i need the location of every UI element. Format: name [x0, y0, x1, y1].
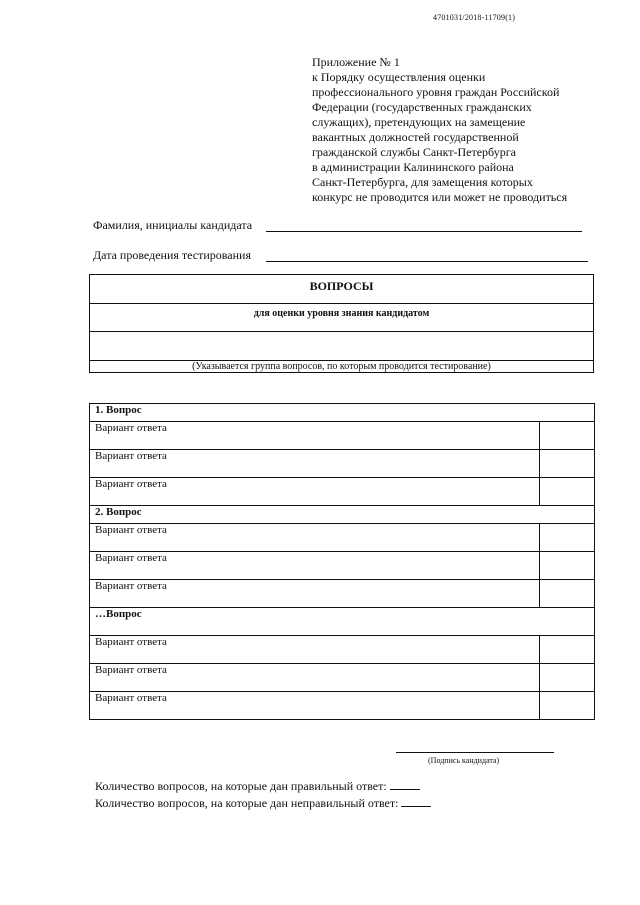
appendix-line: Санкт-Петербурга, для замещения которых [312, 175, 533, 189]
incorrect-count-field[interactable] [401, 795, 431, 807]
appendix-header [312, 55, 612, 205]
correct-count-field[interactable] [390, 778, 420, 790]
questions-subtitle: для оценки уровня знания кандидатом [253, 308, 430, 319]
divider [90, 303, 593, 304]
answer-checkbox[interactable] [540, 422, 595, 450]
question-row [90, 608, 595, 636]
answer-row [90, 692, 595, 720]
questions-group-note: (Указывается группа вопросов, по которым проводится тестирование) [192, 361, 491, 372]
name-field-label: Фамилия, инициалы кандидата [93, 218, 253, 232]
correct-count-label: Количество вопросов, на которые дан правильный ответ: [95, 779, 387, 793]
date-field-line[interactable] [266, 261, 588, 262]
document-number: 4701031/2018-11709(1) [433, 13, 516, 22]
answer-label: Вариант ответа [90, 552, 540, 580]
questions-header-box [89, 274, 594, 373]
question-row [90, 506, 595, 524]
answer-checkbox[interactable] [540, 524, 595, 552]
answer-row [90, 636, 595, 664]
answer-label: Вариант ответа [90, 478, 540, 506]
answer-checkbox[interactable] [540, 580, 595, 608]
answer-label: Вариант ответа [90, 664, 540, 692]
appendix-line: гражданской службы Санкт-Петербурга [312, 145, 516, 159]
appendix-line: в администрации Калининского района [312, 160, 514, 174]
answer-row [90, 552, 595, 580]
answer-row [90, 580, 595, 608]
name-field-line[interactable] [266, 231, 582, 232]
answer-checkbox[interactable] [540, 636, 595, 664]
answer-checkbox[interactable] [540, 450, 595, 478]
appendix-line: Приложение № 1 [312, 55, 400, 69]
answer-row [90, 664, 595, 692]
answer-label: Вариант ответа [90, 450, 540, 478]
incorrect-count-row [95, 795, 431, 811]
questions-table [89, 403, 595, 720]
questions-title: ВОПРОСЫ [309, 279, 374, 293]
appendix-line: вакантных должностей государственной [312, 130, 519, 144]
answer-label: Вариант ответа [90, 580, 540, 608]
signature-line[interactable] [396, 752, 554, 753]
appendix-line: к Порядку осуществления оценки [312, 70, 486, 84]
question-label: …Вопрос [90, 608, 595, 636]
answer-checkbox[interactable] [540, 664, 595, 692]
correct-count-row [95, 778, 420, 794]
answer-row [90, 450, 595, 478]
divider [90, 331, 593, 332]
question-label: 2. Вопрос [90, 506, 595, 524]
appendix-line: конкурс не проводится или может не проводиться [312, 190, 568, 204]
appendix-line: профессионального уровня граждан Российской [312, 85, 560, 99]
appendix-line: служащих), претендующих на замещение [312, 115, 526, 129]
answer-label: Вариант ответа [90, 636, 540, 664]
answer-label: Вариант ответа [90, 422, 540, 450]
date-field-label: Дата проведения тестирования [93, 248, 251, 262]
answer-checkbox[interactable] [540, 552, 595, 580]
question-row [90, 404, 595, 422]
answer-label: Вариант ответа [90, 692, 540, 720]
answer-row [90, 524, 595, 552]
answer-checkbox[interactable] [540, 478, 595, 506]
appendix-line: Федерации (государственных гражданских [312, 100, 532, 114]
answer-label: Вариант ответа [90, 524, 540, 552]
answer-row [90, 422, 595, 450]
answer-row [90, 478, 595, 506]
question-label: 1. Вопрос [90, 404, 595, 422]
signature-label: (Подпись кандидата) [428, 756, 500, 765]
incorrect-count-label: Количество вопросов, на которые дан неправильный ответ: [95, 796, 399, 810]
answer-checkbox[interactable] [540, 692, 595, 720]
